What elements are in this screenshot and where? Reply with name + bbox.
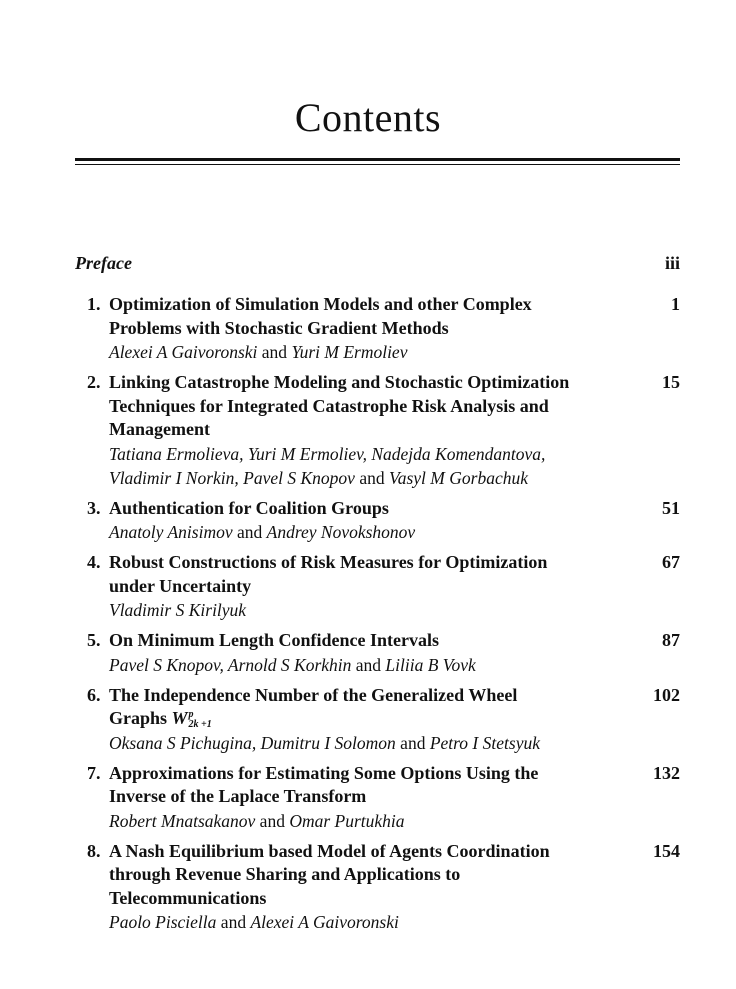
toc-entry-title-line: under Uncertainty	[109, 575, 252, 596]
toc-entry-title-line: Problems with Stochastic Gradient Methods	[109, 317, 449, 338]
toc-entry-number: 5.	[87, 630, 101, 650]
toc-entry-authors	[87, 442, 680, 490]
math-base: W	[171, 708, 188, 728]
toc-entry-number: 4.	[87, 552, 101, 572]
toc-entry-page-number: 102	[653, 684, 680, 705]
author-name: Vladimir I Norkin, Pavel S Knopov	[109, 467, 355, 488]
toc-entry-title	[87, 551, 680, 598]
toc-entry-authors	[87, 340, 680, 364]
author-conjunction: and	[395, 732, 430, 753]
toc-entry-authors	[87, 598, 680, 622]
author-name: Yuri M Ermoliev	[291, 342, 408, 362]
toc-entry-number: 6.	[87, 684, 101, 705]
math-superscript: p	[188, 708, 194, 720]
author-name: Tatiana Ermolieva, Yuri M Ermoliev, Nadejda Komendantova,	[109, 443, 546, 464]
toc-entry-title-line: Management	[109, 419, 210, 439]
toc-entry-page-number: 87	[662, 630, 680, 650]
author-name: Pavel S Knopov, Arnold S Korkhin	[109, 654, 352, 675]
author-conjunction: and	[232, 522, 267, 542]
toc-entry[interactable]	[87, 497, 680, 545]
author-name: Alexei A Gaivoronski	[109, 342, 258, 362]
toc-entry[interactable]	[87, 762, 680, 833]
author-name: Robert Mnatsakanov	[109, 810, 256, 831]
toc-preface[interactable]	[75, 252, 680, 275]
author-name: Oksana S Pichugina, Dumitru I Solomon	[109, 732, 396, 753]
author-name: Andrey Novokshonov	[266, 522, 416, 542]
toc-entries	[87, 293, 680, 941]
toc-entry-number: 3.	[87, 497, 101, 518]
toc-entry-title	[87, 293, 680, 340]
toc-entry-title-line: through Revenue Sharing and Applications to	[109, 864, 461, 884]
author-name: Anatoly Anisimov	[109, 522, 233, 542]
author-conjunction: and	[354, 467, 389, 488]
toc-entry-page-number: 1	[671, 294, 680, 314]
author-conjunction: and	[257, 342, 292, 362]
toc-entry-page-number: 15	[662, 372, 680, 392]
toc-entry-authors	[87, 910, 680, 934]
toc-entry[interactable]	[87, 629, 680, 677]
author-name: Alexei A Gaivoronski	[250, 912, 399, 932]
math-subscript: 2k +1	[188, 718, 212, 730]
author-name: Vladimir S Kirilyuk	[109, 600, 247, 620]
toc-entry[interactable]	[87, 684, 680, 755]
toc-entry-title-line: Techniques for Integrated Catastrophe Risk Analysis and	[109, 395, 549, 416]
toc-entry[interactable]	[87, 293, 680, 364]
toc-entry-authors	[87, 653, 680, 677]
title-rule-thick	[75, 158, 680, 161]
toc-entry-title	[87, 371, 680, 442]
toc-entry-number: 1.	[87, 294, 101, 314]
toc-entry-title-line: On Minimum Length Confidence Intervals	[109, 630, 440, 650]
toc-entry-title-line: The Independence Number of the Generalized Wheel	[109, 684, 518, 705]
toc-entry[interactable]	[87, 840, 680, 935]
toc-entry-number: 7.	[87, 762, 101, 783]
toc-entry-title-line: Graphs	[109, 708, 172, 728]
toc-entry-title	[87, 762, 680, 809]
toc-entry-title-line: A Nash Equilibrium based Model of Agents Coordination	[109, 840, 550, 861]
toc-entry-authors	[87, 731, 680, 755]
title-rule-thin	[75, 164, 680, 165]
toc-entry-title-line: Optimization of Simulation Models and other Complex	[109, 294, 532, 314]
author-conjunction: and	[351, 654, 386, 675]
toc-entry-title-line: Linking Catastrophe Modeling and Stochastic Optimization	[109, 372, 570, 392]
toc-entry-authors	[87, 809, 680, 833]
wheel-graph-symbol	[172, 708, 212, 728]
toc-entry-title	[87, 684, 680, 731]
toc-entry[interactable]	[87, 371, 680, 490]
author-name: Petro I Stetsyuk	[429, 732, 540, 753]
author-conjunction: and	[216, 912, 251, 932]
toc-entry-title-line: Authentication for Coalition Groups	[109, 497, 389, 518]
preface-label: Preface	[75, 253, 132, 273]
author-name: Omar Purtukhia	[289, 810, 405, 831]
toc-entry-page-number: 51	[662, 497, 680, 518]
author-name: Vasyl M Gorbachuk	[388, 467, 528, 488]
toc-entry[interactable]	[87, 551, 680, 622]
author-conjunction: and	[255, 810, 290, 831]
preface-page-number: iii	[664, 253, 680, 273]
toc-entry-page-number: 67	[662, 552, 680, 572]
toc-entry-number: 2.	[87, 372, 101, 392]
toc-entry-title-line: Inverse of the Laplace Transform	[109, 786, 367, 806]
author-name: Paolo Pisciella	[109, 912, 217, 932]
author-name: Liliia B Vovk	[385, 654, 476, 675]
toc-entry-number: 8.	[87, 840, 101, 861]
page-title: Contents	[294, 95, 442, 140]
toc-entry-page-number: 154	[653, 840, 680, 861]
toc-entry-authors	[87, 520, 680, 544]
toc-entry-title	[87, 840, 680, 911]
toc-entry-page-number: 132	[653, 762, 680, 783]
toc-entry-title	[87, 497, 680, 521]
toc-entry-title-line: Robust Constructions of Risk Measures for Optimization	[109, 552, 548, 572]
toc-entry-title	[87, 629, 680, 653]
toc-entry-title-line: Telecommunications	[109, 887, 267, 908]
toc-entry-title-line: Approximations for Estimating Some Options Using the	[109, 762, 539, 783]
